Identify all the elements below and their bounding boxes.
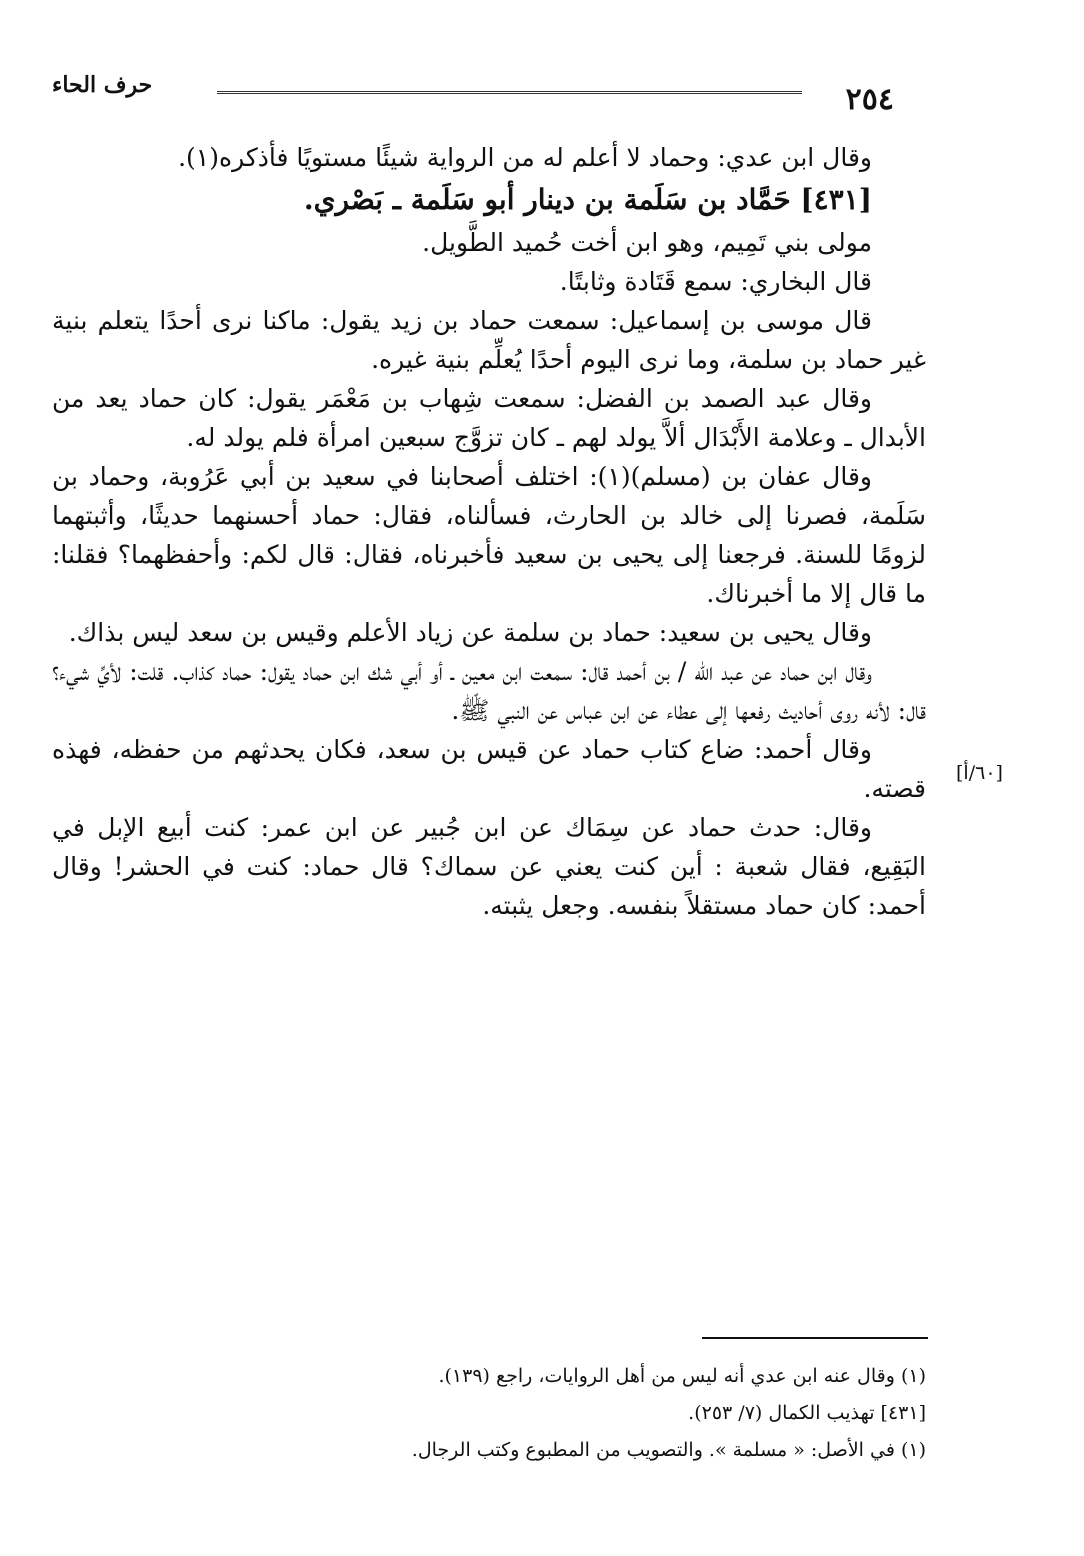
page-number: ٢٥٤: [845, 82, 894, 117]
entry-heading: [٤٣١] حَمَّاد بن سَلَمة بن دينار أبو سَلَمة ـ بَصْري.: [303, 183, 872, 216]
footnote: (١) في الأصل: « مسلمة ». والتصويب من المطبوع وكتب الرجال.: [411, 1439, 926, 1461]
footnote: (١) وقال عنه ابن عدي أنه ليس من أهل الروايات، راجع (١٣٩).: [438, 1365, 926, 1387]
footnote-separator: [702, 1337, 928, 1339]
paragraph: قال موسى بن إسماعيل: سمعت حماد بن زيد يقول: ماكنا نرى أحدًا يتعلم بنية غير حماد بن سلمة، وما نرى اليوم أحدًا يُعلِّم بنية غيره.: [52, 306, 926, 374]
main-text: [52, 138, 926, 925]
paragraph: وقال يحيى بن سعيد: حماد بن سلمة عن زياد الأعلم وقيس بن سعد ليس بذاك.: [68, 618, 872, 647]
header-rule: [217, 91, 802, 94]
paragraph: وقال ابن حماد عن عبد الله / بن أحمد قال: سمعت ابن معين ـ أو أبي شك ابن حماد يقول: حماد كذاب. قلت: لأيِّ شيء؟ قال: لأنه روى أحاديث رفعها إلى عطاء عن ابن عباس عن النبي ﷺ.: [52, 657, 926, 725]
footnote: [٤٣١] تهذيب الكمال (٧/ ٢٥٣).: [688, 1402, 926, 1424]
paragraph: وقال عبد الصمد بن الفضل: سمعت شِهاب بن مَعْمَر يقول: كان حماد يعد من الأبدال ـ وعلامة الأَبْدَال ألاَّ يولد لهم ـ كان تزوَّج سبعين امرأة فلم يولد له.: [52, 384, 926, 452]
footnotes: [380, 1358, 926, 1469]
page-header: [52, 70, 894, 118]
manuscript-folio-note: [٦٠/أ]: [956, 762, 1003, 784]
paragraph: وقال أحمد: ضاع كتاب حماد عن قيس بن سعد، فكان يحدثهم من حفظه، فهذه قصته.: [52, 735, 926, 803]
paragraph: وقال ابن عدي: وحماد لا أعلم له من الرواية شيئًا مستويًا فأذكره(١).: [178, 143, 872, 172]
paragraph: وقال: حدث حماد عن سِمَاك عن ابن جُبير عن ابن عمر: كنت أبيع الإبل في البَقِيع، فقال شعبة : أين كنت يعني عن سماك؟ قال حماد: كنت في الحشر! وقال أحمد: كان حماد مستقلاً بنفسه. وجعل يثبته.: [52, 813, 926, 920]
paragraph: وقال عفان بن (مسلم)(١): اختلف أصحابنا في سعيد بن أبي عَرُوبة، وحماد بن سَلَمة، فصرنا إلى خالد بن الحارث، فسألناه، فقال: حماد أحسنهما حديثًا، وأثبتهما لزومًا للسنة. فرجعنا إلى يحيى بن سعيد فأخبرناه، فقال: قال لكم: وأحفظهما؟ فقلنا: ما قال إلا ما أخبرناك.: [52, 462, 926, 608]
paragraph: قال البخاري: سمع قَتَادة وثابتًا.: [559, 267, 872, 296]
running-head: حرف الحاء: [52, 72, 153, 98]
paragraph: مولى بني تَمِيم، وهو ابن أخت حُميد الطَّويل.: [422, 228, 872, 257]
